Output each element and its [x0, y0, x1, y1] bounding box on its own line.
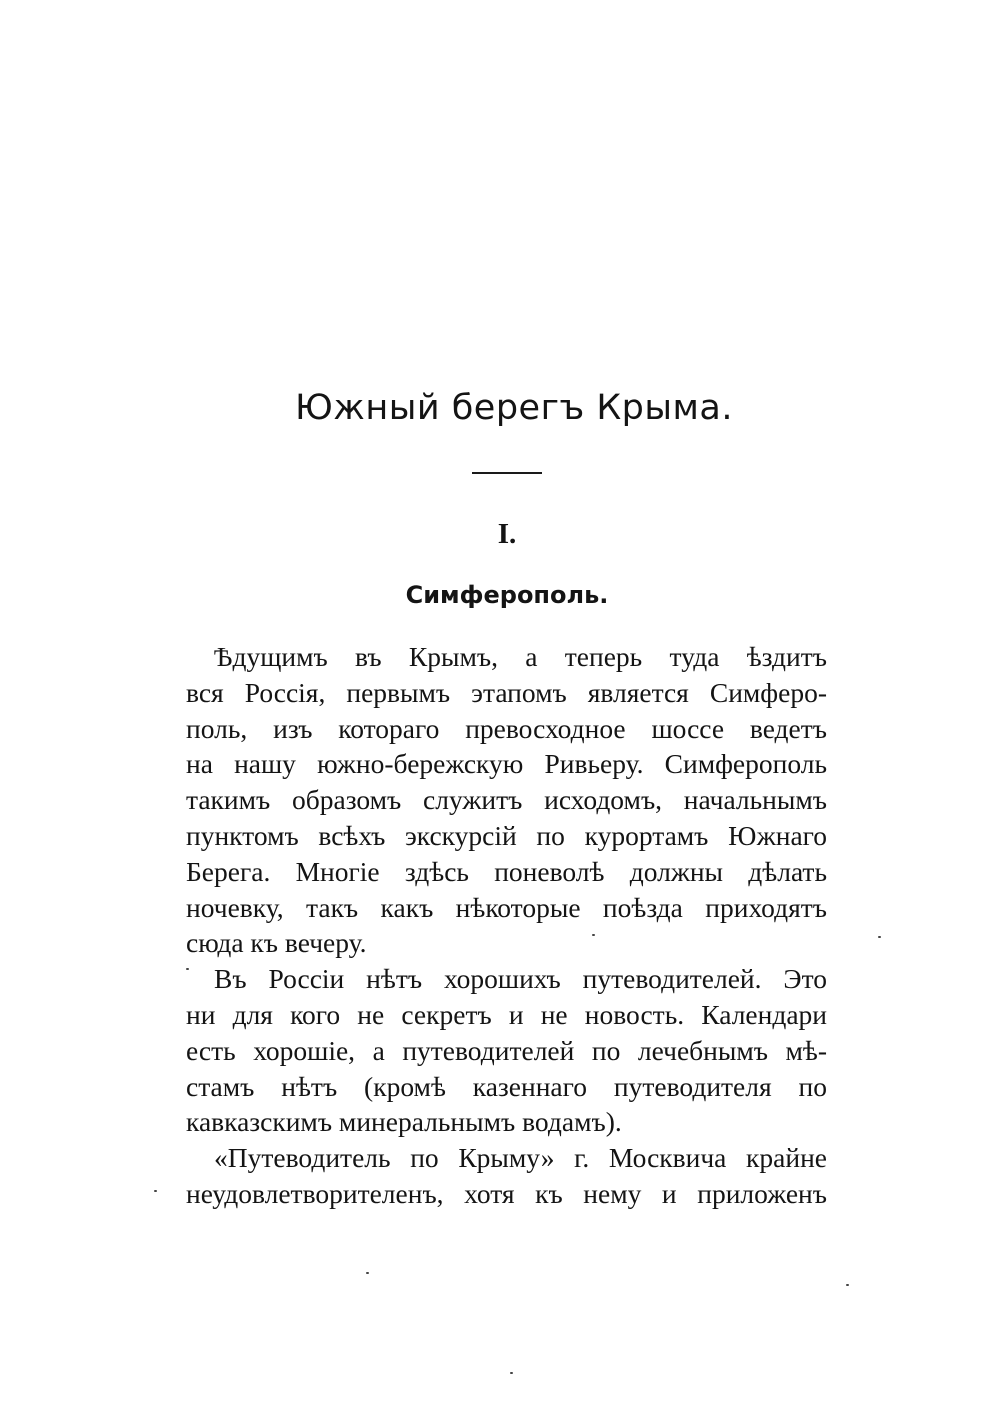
title-divider: [472, 472, 542, 474]
print-speck: [878, 936, 881, 938]
text-line: такимъ образомъ служитъ исходомъ, начальнымъ: [186, 784, 827, 816]
section-heading: Симферополь.: [405, 581, 609, 609]
print-speck: [186, 968, 189, 970]
text-line: Берега. Многіе здѣсь поневолѣ должны дѣлать: [186, 855, 827, 887]
text-line: поль, изъ котораго превосходное шоссе ведетъ: [186, 712, 827, 744]
text-line: сюда къ вечеру.: [186, 927, 367, 959]
text-line: «Путеводитель по Крыму» г. Москвича крайне: [214, 1142, 827, 1174]
text-line: пунктомъ всѣхъ экскурсій по курортамъ Южнаго: [186, 819, 827, 851]
print-speck: [592, 934, 595, 936]
page-title: Южный берегъ Крыма.: [295, 388, 733, 428]
text-line: ночевку, такъ какъ нѣкоторые поѣзда приходятъ: [186, 891, 827, 923]
print-speck: [366, 1272, 369, 1274]
text-line: ни для кого не секретъ и не новость. Календари: [186, 998, 827, 1030]
print-speck: [154, 1190, 157, 1192]
text-line: стамъ нѣтъ (кромѣ казеннаго путеводителя по: [186, 1070, 827, 1102]
text-line: неудовлетворителенъ, хотя къ нему и приложенъ: [186, 1177, 827, 1209]
print-speck: [510, 1372, 513, 1374]
text-line: Ѣдущимъ въ Крымъ, а теперь туда ѣздитъ: [214, 641, 827, 672]
text-line: Въ Россіи нѣтъ хорошихъ путеводителей. Это: [214, 963, 827, 995]
body-text: [186, 639, 827, 1212]
print-speck: [846, 1284, 849, 1286]
text-line: кавказскимъ минеральнымъ водамъ).: [186, 1106, 622, 1138]
text-line: на нашу южно-бережскую Ривьеру. Симферополь: [186, 748, 827, 780]
chapter-number: I.: [497, 518, 517, 550]
text-line: вся Россія, первымъ этапомъ является Симферо-: [186, 676, 827, 708]
text-line: есть хорошіе, а путеводителей по лечебнымъ мѣ-: [186, 1034, 827, 1066]
